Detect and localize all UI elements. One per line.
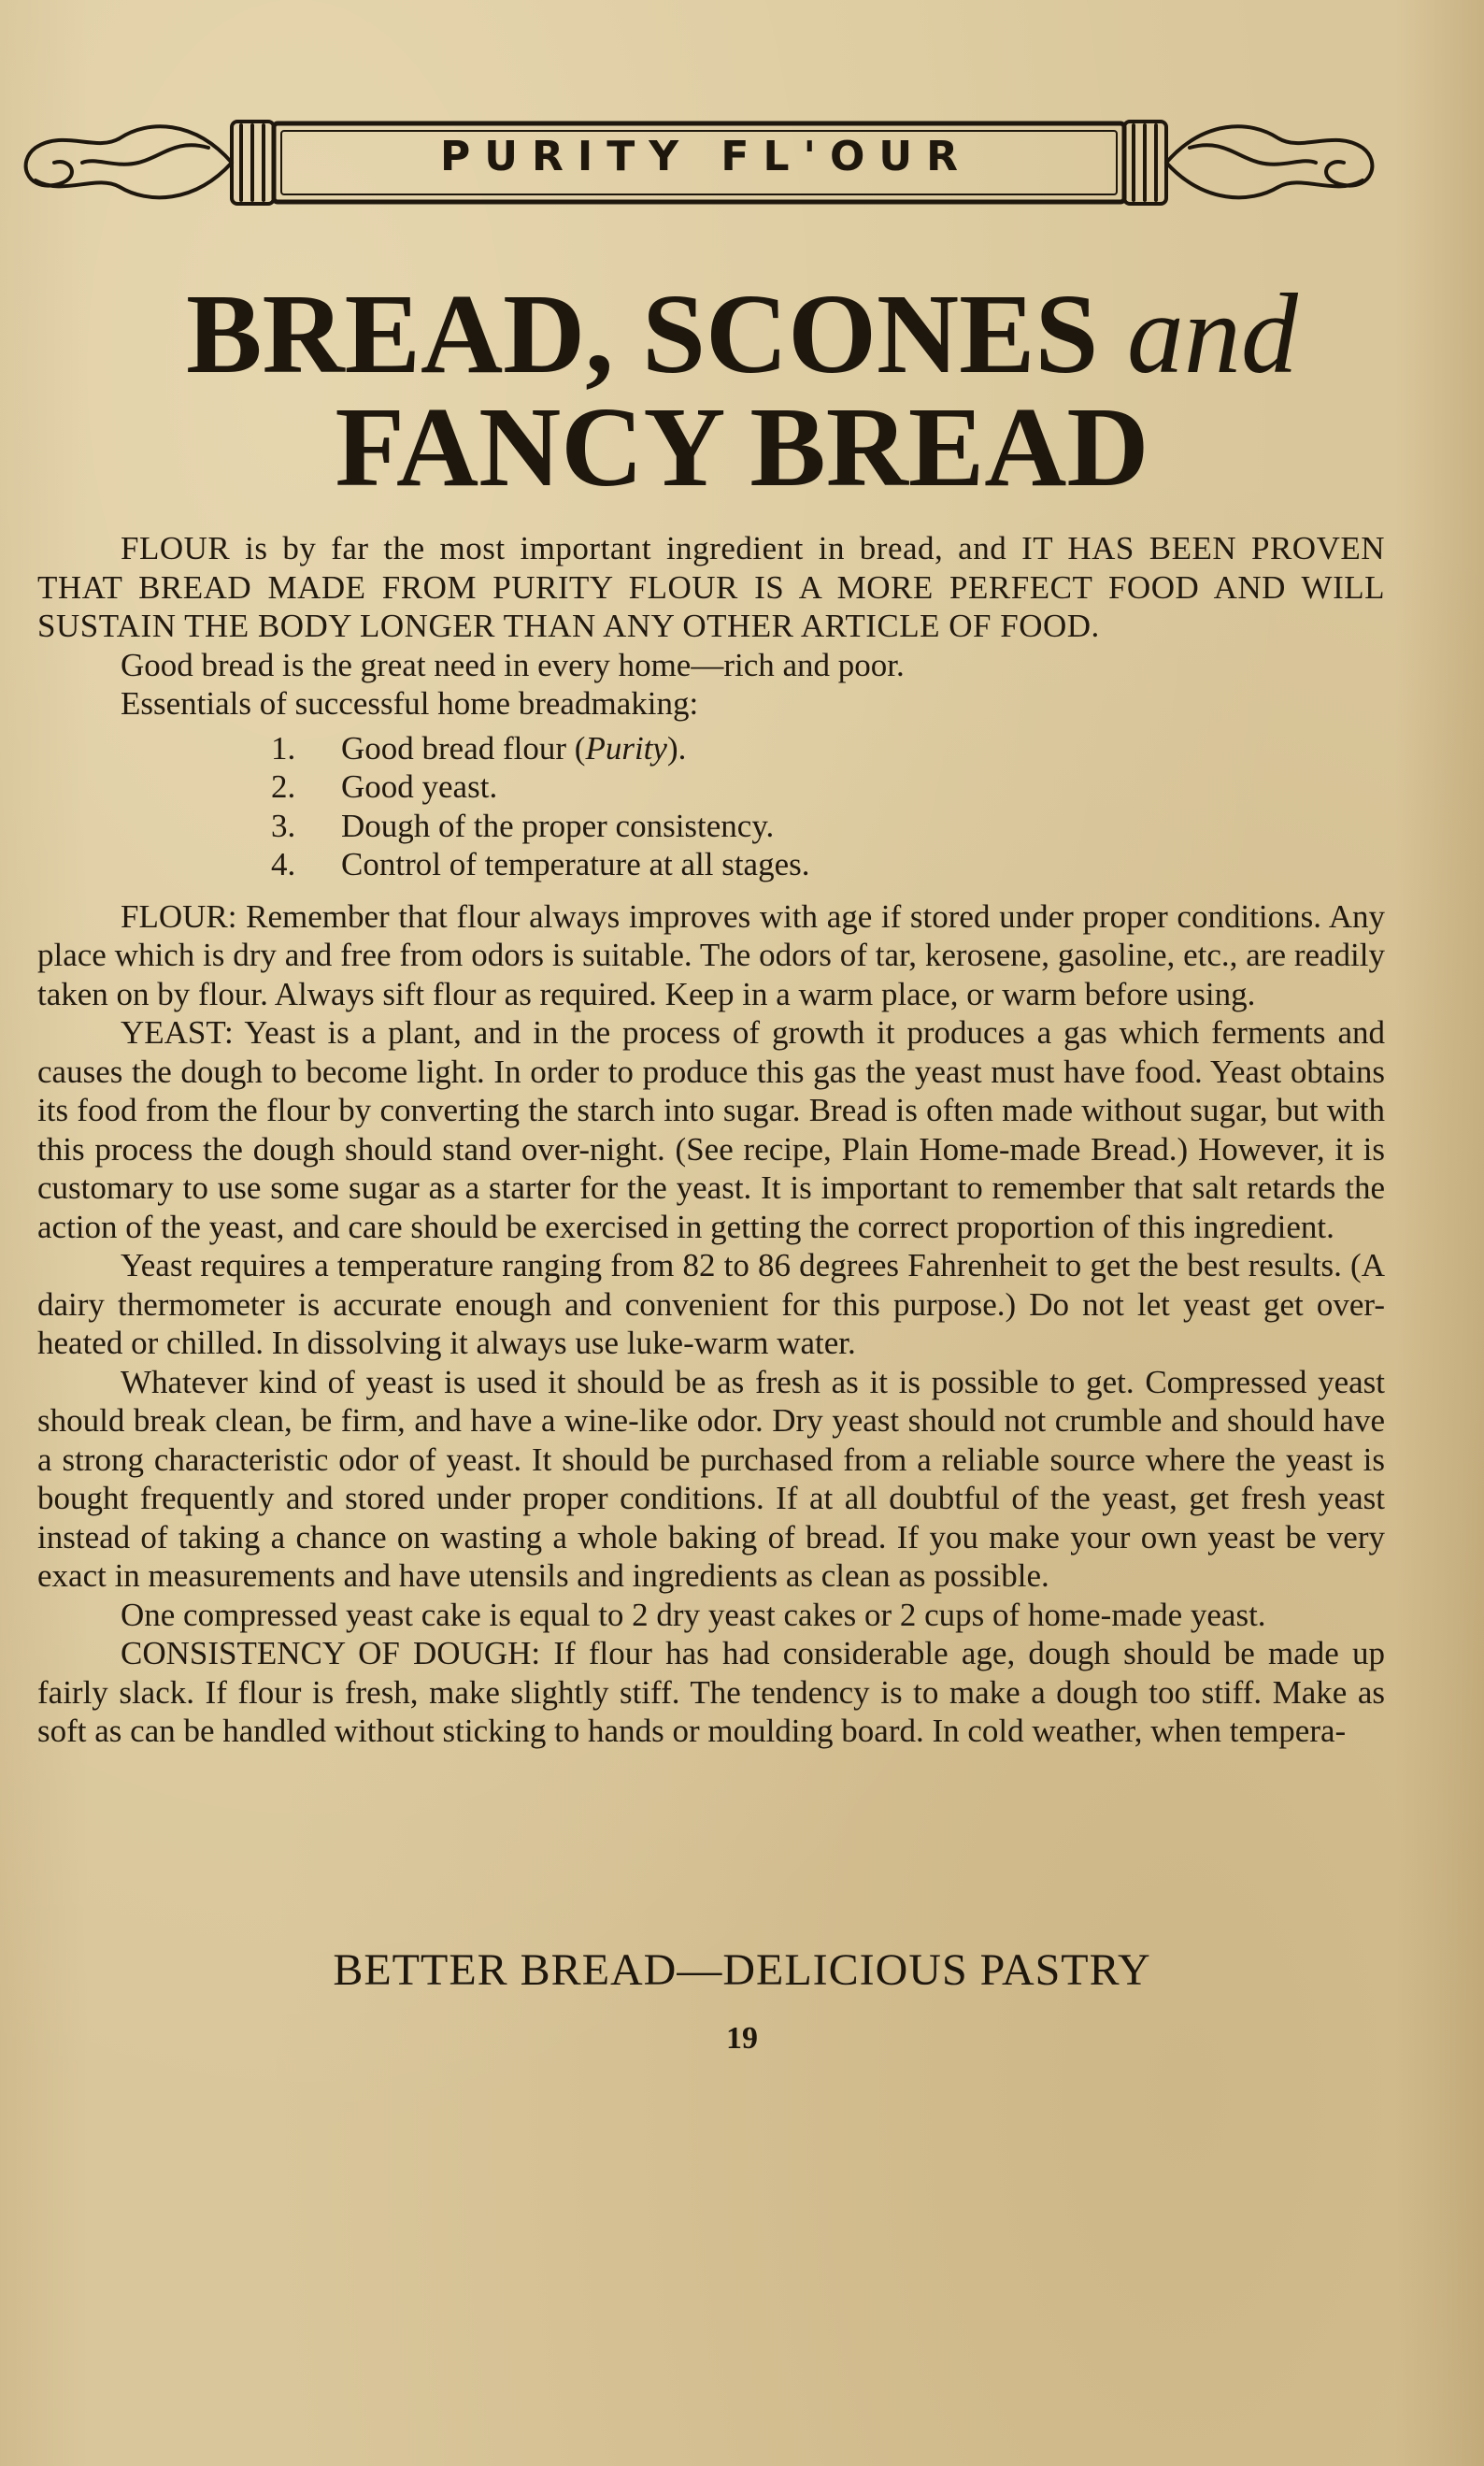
- list-text: Control of temperature at all stages.: [341, 846, 810, 882]
- page-title-line-1: [0, 271, 1484, 397]
- freshness-paragraph: Whatever kind of yeast is used it should be as fresh as it is possible to get. Compressed yeast should break clean, be firm, and have a wine-like odor. Dry yeast should not crumble and should have a strong characteristic odor of yeast. It should be purchased from a reliable source where the yeast is bought frequently and stored under proper conditions. If at all doubtful of the yeast, get fresh yeast instead of taking a chance on wasting a whole baking of bread. If you make your own yeast be very exact in measurements and have utensils and ingredients as clean as possible.: [37, 1363, 1385, 1594]
- list-text: Dough of the proper consistency.: [341, 807, 775, 844]
- list-number: 2.: [271, 768, 296, 805]
- temperature-paragraph: Yeast requires a temperature ranging from 82 to 86 degrees Fahrenheit to get the best results. (A dairy thermometer is accurate enough and convenient for this purpose.) Do not let yeast get over-heated or chilled. In dissolving it always use luke-warm water.: [37, 1247, 1385, 1361]
- article-body: [37, 529, 1385, 1751]
- essentials-list: [37, 729, 1385, 884]
- equivalence-paragraph: One compressed yeast cake is equal to 2 dry yeast cakes or 2 cups of home-made yeast.: [121, 1596, 1266, 1633]
- list-text: Good yeast.: [341, 768, 498, 805]
- intro-paragraph: FLOUR is by far the most important ingredient in bread, and IT HAS BEEN PROVEN THAT BREAD MADE FROM PURITY FLOUR IS A MORE PERFECT FOOD AND WILL SUSTAIN THE BODY LONGER THAN ANY OTHER ARTICLE OF FOOD.: [37, 530, 1385, 644]
- list-item: [271, 845, 1385, 884]
- intro-paragraph-2: Good bread is the great need in every home—rich and poor.: [121, 646, 905, 683]
- consistency-paragraph: CONSISTENCY OF DOUGH: If flour has had considerable age, dough should be made up fairly slack. If flour is fresh, make slightly stiff. The tendency is to make a dough too stiff. Make as soft as can be handled without sticking to hands or moulding board. In cold weather, when tempera-: [37, 1635, 1385, 1749]
- footer-slogan: BETTER BREAD—DELICIOUS PASTRY: [333, 1945, 1151, 1995]
- list-item: [271, 729, 1385, 768]
- list-item: [271, 807, 1385, 846]
- title-text: BREAD, SCONES: [186, 271, 1099, 397]
- purity-flour-banner: [7, 110, 1405, 215]
- list-text-after: ).: [666, 729, 687, 767]
- list-number: 4.: [271, 846, 296, 882]
- list-text: Good bread flour (: [341, 729, 586, 767]
- list-italic: Purity: [585, 729, 667, 767]
- list-number: 1.: [271, 729, 296, 767]
- flour-paragraph: FLOUR: Remember that flour always improves with age if stored under proper conditions. Any place which is dry and free from odors is suitable. The odors of tar, kerosene, gasoline, etc., are readily taken on by flour. Always sift flour as required. Keep in a warm place, or warm before using.: [37, 897, 1385, 1012]
- list-item: [271, 767, 1385, 807]
- page-number: 19: [726, 2021, 758, 2056]
- yeast-paragraph: YEAST: Yeast is a plant, and in the process of growth it produces a gas which ferments and causes the dough to become light. In order to produce this gas the yeast must have food. Yeast obtains its food from the flour by converting the starch into sugar. Bread is often made without sugar, but with this process the dough should stand over-night. (See recipe, Plain Home-made Bread.) However, it is customary to use some sugar as a starter for the yeast. It is important to remember that salt retards the action of the yeast, and care should be exercised in getting the correct proportion of this ingredient.: [37, 1014, 1385, 1245]
- title-italic-word: and: [1126, 271, 1298, 397]
- essentials-heading: Essentials of successful home breadmaking:: [121, 685, 699, 722]
- banner-label: PURITY FL'OUR: [440, 133, 972, 180]
- list-number: 3.: [271, 807, 296, 844]
- page-title-line-2: FANCY BREAD: [335, 384, 1149, 510]
